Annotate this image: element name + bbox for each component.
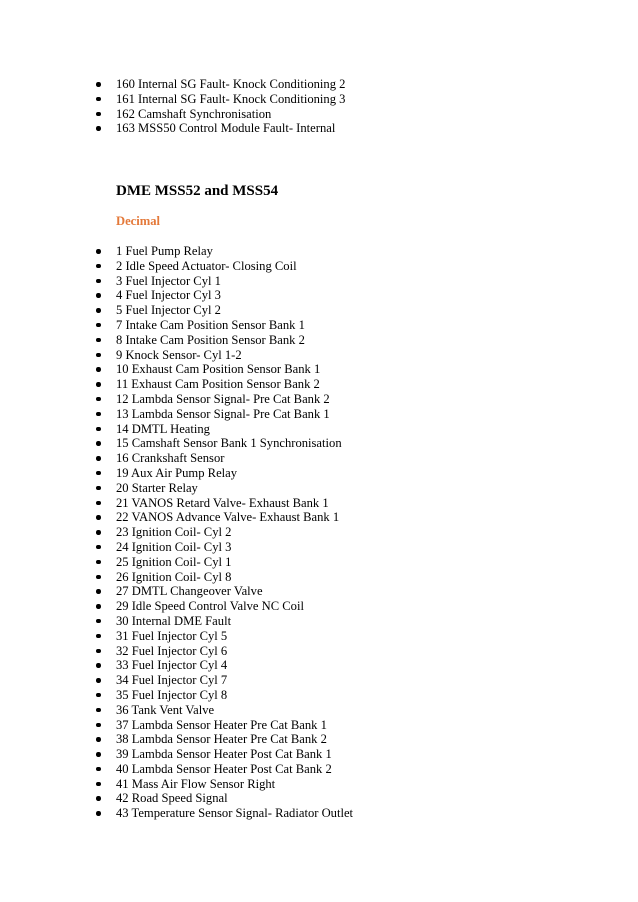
- list-item: 35 Fuel Injector Cyl 8: [96, 688, 596, 703]
- list-item: 4 Fuel Injector Cyl 3: [96, 288, 596, 303]
- list-item: 20 Starter Relay: [96, 481, 596, 496]
- list-item: 38 Lambda Sensor Heater Pre Cat Bank 2: [96, 732, 596, 747]
- list-item: 7 Intake Cam Position Sensor Bank 1: [96, 318, 596, 333]
- list-item: 25 Ignition Coil- Cyl 1: [96, 555, 596, 570]
- list-item: 22 VANOS Advance Valve- Exhaust Bank 1: [96, 510, 596, 525]
- list-item: 3 Fuel Injector Cyl 1: [96, 274, 596, 289]
- list-item: 11 Exhaust Cam Position Sensor Bank 2: [96, 377, 596, 392]
- list-item: 39 Lambda Sensor Heater Post Cat Bank 1: [96, 747, 596, 762]
- list-item: 163 MSS50 Control Module Fault- Internal: [96, 121, 596, 136]
- list-item: 5 Fuel Injector Cyl 2: [96, 303, 596, 318]
- list-item: 15 Camshaft Sensor Bank 1 Synchronisation: [96, 436, 596, 451]
- list-item: 13 Lambda Sensor Signal- Pre Cat Bank 1: [96, 407, 596, 422]
- list-item: 9 Knock Sensor- Cyl 1-2: [96, 348, 596, 363]
- list-item: 2 Idle Speed Actuator- Closing Coil: [96, 259, 596, 274]
- list-item: 27 DMTL Changeover Valve: [96, 584, 596, 599]
- list-item: 31 Fuel Injector Cyl 5: [96, 629, 596, 644]
- list-item: 41 Mass Air Flow Sensor Right: [96, 777, 596, 792]
- list-item: 36 Tank Vent Valve: [96, 703, 596, 718]
- list-item: 23 Ignition Coil- Cyl 2: [96, 525, 596, 540]
- list-item: 24 Ignition Coil- Cyl 3: [96, 540, 596, 555]
- list-item: 160 Internal SG Fault- Knock Conditioning 2: [96, 77, 596, 92]
- list-item: 32 Fuel Injector Cyl 6: [96, 644, 596, 659]
- list-item: 37 Lambda Sensor Heater Pre Cat Bank 1: [96, 718, 596, 733]
- section-heading: DME MSS52 and MSS54: [116, 183, 279, 199]
- list-item: 10 Exhaust Cam Position Sensor Bank 1: [96, 362, 596, 377]
- top-fault-code-list: [96, 77, 596, 136]
- list-item: 8 Intake Cam Position Sensor Bank 2: [96, 333, 596, 348]
- list-item: 21 VANOS Retard Valve- Exhaust Bank 1: [96, 496, 596, 511]
- list-item: 34 Fuel Injector Cyl 7: [96, 673, 596, 688]
- list-item: 12 Lambda Sensor Signal- Pre Cat Bank 2: [96, 392, 596, 407]
- list-item: 33 Fuel Injector Cyl 4: [96, 658, 596, 673]
- section-subheading: Decimal: [116, 214, 161, 228]
- list-item: 30 Internal DME Fault: [96, 614, 596, 629]
- list-item: 26 Ignition Coil- Cyl 8: [96, 570, 596, 585]
- list-item: 19 Aux Air Pump Relay: [96, 466, 596, 481]
- list-item: 29 Idle Speed Control Valve NC Coil: [96, 599, 596, 614]
- list-item: 14 DMTL Heating: [96, 422, 596, 437]
- fault-code-list: [96, 244, 596, 821]
- list-item: 40 Lambda Sensor Heater Post Cat Bank 2: [96, 762, 596, 777]
- list-item: 16 Crankshaft Sensor: [96, 451, 596, 466]
- list-item: 42 Road Speed Signal: [96, 791, 596, 806]
- list-item: 161 Internal SG Fault- Knock Conditioning 3: [96, 92, 596, 107]
- list-item: 1 Fuel Pump Relay: [96, 244, 596, 259]
- list-item: 43 Temperature Sensor Signal- Radiator Outlet: [96, 806, 596, 821]
- list-item: 162 Camshaft Synchronisation: [96, 107, 596, 122]
